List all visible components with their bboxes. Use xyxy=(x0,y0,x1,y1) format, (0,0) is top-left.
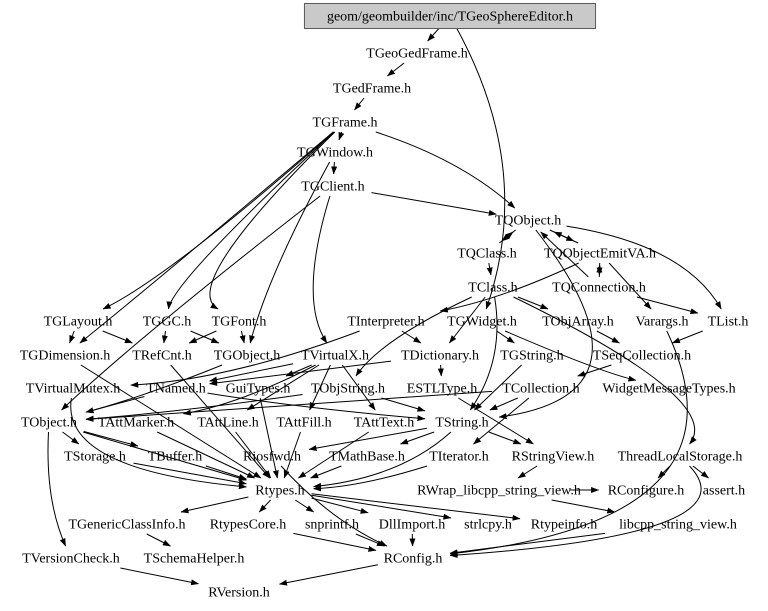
include-edge-TVersionCheckh-to-RVersionh xyxy=(120,568,198,584)
include-edge-geomgeombuilderincTGeoSphereEditorh-to-TGWidgeth xyxy=(456,26,505,309)
include-edge-TCollectionh-to-TStringh xyxy=(490,398,518,410)
graph-node-Riosfwdh[interactable]: Riosfwd.h xyxy=(243,449,301,465)
include-edge-TObjecth-to-TStorageh xyxy=(63,432,79,444)
graph-node-Rtypesh[interactable]: Rtypes.h xyxy=(255,483,305,499)
graph-node-RtypesCoreh[interactable]: RtypesCore.h xyxy=(209,517,287,533)
include-edge-TQObjectEmitVAh-to-TQObjecth xyxy=(554,232,578,243)
include-edge-TGClienth-to-TVirtualXh xyxy=(313,196,330,343)
include-edge-TClassh-to-TObjArrayh xyxy=(518,297,548,309)
graph-node-Varargsh[interactable]: Varargs.h xyxy=(635,314,689,330)
graph-node-RStringViewh[interactable]: RStringView.h xyxy=(511,449,595,465)
graph-node-TAttFillh[interactable]: TAttFill.h xyxy=(276,415,332,431)
include-edge-TGGCh-to-TGObjecth xyxy=(191,331,219,343)
include-edge-TStringh-to-TMathBaseh xyxy=(401,432,435,444)
include-edge-TStringh-to-Riosfwdh xyxy=(309,428,427,449)
graph-node-TGClienth[interactable]: TGClient.h xyxy=(301,179,365,195)
include-edge-TObjecth-to-TBufferh xyxy=(84,432,138,447)
graph-node-TIteratorh[interactable]: TIterator.h xyxy=(429,449,489,465)
graph-node-TAttTexth[interactable]: TAttText.h xyxy=(353,415,415,431)
graph-node-TGDimensionh[interactable]: TGDimension.h xyxy=(19,348,111,364)
include-edge-TQObjecth-to-TListh xyxy=(567,226,722,309)
include-edge-RStringViewh-to-RWraplibcppstringviewh xyxy=(518,466,537,478)
include-edge-RWraplibcppstringviewh-to-libcppstringviewh xyxy=(552,500,615,512)
include-edge-Rtypesh-to-snprintfh xyxy=(295,500,313,512)
include-edge-TQConnectionh-to-TListh xyxy=(637,297,698,313)
graph-node-DllImporth[interactable]: DllImport.h xyxy=(378,517,446,533)
graph-node-TVersionCheckh[interactable]: TVersionCheck.h xyxy=(22,551,120,567)
graph-node-TGedFrameh[interactable]: TGedFrame.h xyxy=(332,81,412,97)
graph-node-TQObjectEmitVAh[interactable]: TQObjectEmitVA.h xyxy=(543,246,657,262)
include-edge-Rtypesh-to-strlcpyh xyxy=(312,495,451,518)
include-edge-TVirtualXh-to-GuiTypesh xyxy=(286,365,312,376)
include-edge-TObjArrayh-to-TSeqCollectionh xyxy=(597,331,620,343)
include-edge-TGClienth-to-TObjecth xyxy=(62,196,321,410)
graph-node-RWraplibcppstringviewh[interactable]: RWrap_libcpp_string_view.h xyxy=(417,483,581,499)
include-edge-TGClienth-to-TQObjecth xyxy=(372,193,497,215)
include-edge-TObjStringh-to-TStringh xyxy=(382,398,425,411)
include-edge-TGenericClassInfoh-to-TSchemaHelperh xyxy=(147,534,171,546)
include-edge-TNamedh-to-TObjecth xyxy=(86,397,144,413)
graph-node-TCollectionh[interactable]: TCollection.h xyxy=(502,381,580,397)
graph-node-ESTLTypeh[interactable]: ESTLType.h xyxy=(406,381,478,397)
graph-node-GuiTypesh[interactable]: GuiTypes.h xyxy=(225,381,291,397)
graph-node-TSeqCollectionh[interactable]: TSeqCollection.h xyxy=(592,348,692,364)
include-edge-TSeqCollectionh-to-TCollectionh xyxy=(578,365,612,376)
graph-node-TQConnectionh[interactable]: TQConnection.h xyxy=(552,280,646,296)
graph-node-TGStringh[interactable]: TGString.h xyxy=(500,348,564,364)
include-edge-libcppstringviewh-to-RConfigh xyxy=(450,533,605,553)
graph-node-TListh[interactable]: TList.h xyxy=(707,314,749,330)
graph-node-TObjArrayh[interactable]: TObjArray.h xyxy=(542,314,614,330)
graph-node-snprintfh[interactable]: snprintf.h xyxy=(304,517,360,533)
graph-node-RVersionh[interactable]: RVersion.h xyxy=(208,585,270,601)
graph-node-WidgetMessageTypesh[interactable]: WidgetMessageTypes.h xyxy=(602,381,736,397)
nodes-layer xyxy=(20,4,749,601)
include-edge-TGWindowh-to-TGClienth xyxy=(334,162,335,174)
include-edge-TGWidgeth-to-TGStringh xyxy=(497,331,515,343)
graph-node-libcppstringviewh[interactable]: libcpp_string_view.h xyxy=(619,517,737,533)
graph-node-TVirtualMutexh[interactable]: TVirtualMutex.h xyxy=(25,381,121,397)
graph-node-TGFrameh[interactable]: TGFrame.h xyxy=(312,115,378,131)
include-edge-RtypesCoreh-to-RConfigh xyxy=(293,533,376,550)
include-edge-ThreadLocalStorageh-to-RConfigh xyxy=(450,466,701,556)
include-edge-TGFrameh-to-TGWindowh xyxy=(339,132,342,140)
include-edge-TGFonth-to-TRefCnth xyxy=(189,331,216,343)
graph-node-TGObjecth[interactable]: TGObject.h xyxy=(213,348,281,364)
include-edge-TGGCh-to-TRefCnth xyxy=(164,331,166,343)
graph-node-TDictionaryh[interactable]: TDictionary.h xyxy=(400,348,480,364)
include-edge-TGeoGedFrameh-to-TGedFrameh xyxy=(387,63,404,76)
include-edge-TListh-to-TSeqCollectionh xyxy=(672,331,702,343)
include-edge-TVirtualMutexh-to-Rtypesh xyxy=(71,398,247,487)
include-edge-Rtypesh-to-RtypesCoreh xyxy=(259,500,270,512)
graph-node-TStorageh[interactable]: TStorage.h xyxy=(64,449,126,465)
include-edge-TMathBaseh-to-Rtypesh xyxy=(311,466,342,478)
include-edge-TObjecth-to-TVersionCheckh xyxy=(48,432,66,546)
graph-node-TQClassh[interactable]: TQClass.h xyxy=(457,246,517,262)
include-edge-GuiTypesh-to-Rtypesh xyxy=(260,398,277,478)
graph-node-TNamedh[interactable]: TNamed.h xyxy=(146,381,206,397)
graph-node-ThreadLocalStorageh[interactable]: ThreadLocalStorage.h xyxy=(617,449,743,465)
graph-node-TGWidgeth[interactable]: TGWidget.h xyxy=(447,314,517,330)
graph-node-TGenericClassInfoh[interactable]: TGenericClassInfo.h xyxy=(68,517,186,533)
graph-node-TVirtualXh[interactable]: TVirtualX.h xyxy=(301,348,369,364)
graph-node-TAttMarkerh[interactable]: TAttMarker.h xyxy=(97,415,175,431)
graph-node-RConfigh[interactable]: RConfig.h xyxy=(383,551,443,567)
edges-layer xyxy=(48,26,721,584)
graph-node-Rtypeinfoh[interactable]: Rtypeinfo.h xyxy=(530,517,598,533)
include-edge-Rtypesh-to-TGenericClassInfoh xyxy=(181,497,248,512)
graph-node-TGeoGedFrameh[interactable]: TGeoGedFrame.h xyxy=(366,46,468,62)
include-edge-TInterpreterh-to-TDictionaryh xyxy=(402,331,421,343)
graph-node-TObjStringh[interactable]: TObjString.h xyxy=(310,381,386,397)
graph-node-TGFonth[interactable]: TGFont.h xyxy=(211,314,267,330)
include-edge-TDictionaryh-to-ESTLTypeh xyxy=(441,365,442,376)
graph-node-TSchemaHelperh[interactable]: TSchemaHelper.h xyxy=(143,551,245,567)
include-edge-TGLayouth-to-TRefCnth xyxy=(103,331,133,343)
include-edge-snprintfh-to-RConfigh xyxy=(356,534,385,546)
graph-node-RConfigureh[interactable]: RConfigure.h xyxy=(607,483,685,499)
include-edge-TQClassh-to-TQObjecth xyxy=(499,232,513,243)
graph-node-TGGCh[interactable]: TGGC.h xyxy=(142,314,192,330)
include-edge-ThreadLocalStorageh-to-RConfigureh xyxy=(658,466,670,478)
graph-node-geomgeombuilderincTGeoSphereEditorh[interactable]: geom/geombuilder/inc/TGeoSphereEditor.h xyxy=(326,9,574,25)
include-edge-TGLayouth-to-TGDimensionh xyxy=(70,331,75,343)
graph-node-TBufferh[interactable]: TBuffer.h xyxy=(147,449,203,465)
include-edge-TGFrameh-to-TGDimensionh xyxy=(80,132,333,343)
include-edge-TIteratorh-to-Rtypesh xyxy=(314,466,428,489)
include-edge-TGedFrameh-to-TGFrameh xyxy=(355,98,365,110)
graph-node-TGLayouth[interactable]: TGLayout.h xyxy=(43,314,113,330)
graph-node-TQObjecth[interactable]: TQObject.h xyxy=(494,213,562,229)
graph-node-TObjecth[interactable]: TObject.h xyxy=(20,415,78,431)
graph-node-TRefCnth[interactable]: TRefCnt.h xyxy=(132,348,192,364)
graph-node-asserth[interactable]: assert.h xyxy=(702,483,746,499)
include-edge-TGFonth-to-TGObjecth xyxy=(241,331,244,343)
graph-node-TClassh[interactable]: TClass.h xyxy=(468,280,518,296)
graph-node-TStringh[interactable]: TString.h xyxy=(435,415,489,431)
include-edge-RConfigh-to-RVersionh xyxy=(280,565,378,584)
include-edge-TQClassh-to-TClassh xyxy=(489,263,491,275)
graph-node-TAttLineh[interactable]: TAttLine.h xyxy=(197,415,259,431)
graph-node-strlcpyh[interactable]: strlcpy.h xyxy=(464,517,512,533)
graph-node-TGWindowh[interactable]: TGWindow.h xyxy=(297,145,373,161)
graph-node-TMathBaseh[interactable]: TMathBase.h xyxy=(329,449,405,465)
graph-node-TInterpreterh[interactable]: TInterpreter.h xyxy=(347,314,425,330)
include-edge-ThreadLocalStorageh-to-asserth xyxy=(693,466,709,478)
